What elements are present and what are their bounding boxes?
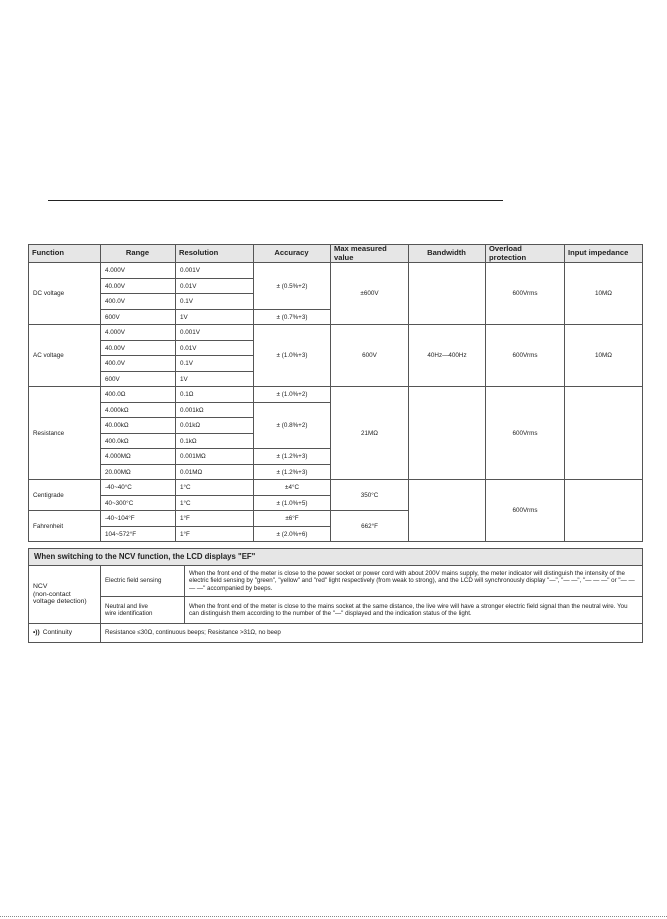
resolution-cell: 0.01V xyxy=(176,278,254,294)
resolution-cell: 0.001MΩ xyxy=(176,449,254,465)
resolution-cell: 0.01V xyxy=(176,340,254,356)
table-row xyxy=(29,325,643,341)
accuracy-cell: ± (1.0%+3) xyxy=(254,325,331,387)
resolution-cell: 1°C xyxy=(176,480,254,496)
accuracy-cell: ±4°C xyxy=(254,480,331,496)
accuracy-cell: ± (0.5%+2) xyxy=(254,263,331,310)
resolution-cell: 0.001kΩ xyxy=(176,402,254,418)
table-header-row xyxy=(29,245,643,263)
resolution-cell: 0.1kΩ xyxy=(176,433,254,449)
impedance-cell: 10MΩ xyxy=(565,325,643,387)
resolution-cell: 0.1V xyxy=(176,294,254,310)
header-accuracy: Accuracy xyxy=(254,245,331,263)
header-max-value: Max measured value xyxy=(331,245,409,263)
max-value-cell: 662°F xyxy=(331,511,409,542)
accuracy-cell: ± (1.2%+3) xyxy=(254,464,331,480)
ncv-header-row xyxy=(29,549,643,566)
header-bandwidth: Bandwidth xyxy=(409,245,486,263)
range-cell: 104~572°F xyxy=(101,526,176,542)
resolution-cell: 0.001V xyxy=(176,325,254,341)
range-cell: -40~40°C xyxy=(101,480,176,496)
header-range: Range xyxy=(101,245,176,263)
max-value-cell: ±600V xyxy=(331,263,409,325)
ncv-description-2: When the front end of the meter is close to the mains socket at the same distance, the live wire will have a stronger electric field signal than the neutral wire. You can distinguish them according to the number of the "—" displayed and the indication status of the light. xyxy=(185,597,643,624)
range-cell: 40~300°C xyxy=(101,495,176,511)
max-value-cell: 350°C xyxy=(331,480,409,511)
range-cell: -40~104°F xyxy=(101,511,176,527)
resolution-cell: 1°F xyxy=(176,511,254,527)
table-row xyxy=(29,480,643,496)
function-centigrade: Centigrade xyxy=(29,480,101,511)
resolution-cell: 0.01kΩ xyxy=(176,418,254,434)
bandwidth-cell xyxy=(409,387,486,480)
header-function: Function xyxy=(29,245,101,263)
resolution-cell: 1V xyxy=(176,309,254,325)
ncv-sub-neutral-live: Neutral and live wire identification xyxy=(101,597,185,624)
function-resistance: Resistance xyxy=(29,387,101,480)
table-row xyxy=(29,263,643,279)
bandwidth-cell xyxy=(409,263,486,325)
function-ac-voltage: AC voltage xyxy=(29,325,101,387)
resolution-cell: 0.001V xyxy=(176,263,254,279)
continuity-description: Resistance ≤30Ω, continuous beeps; Resistance >31Ω, no beep xyxy=(101,624,643,643)
max-value-cell: 600V xyxy=(331,325,409,387)
title-underline xyxy=(48,200,503,201)
resolution-cell: 1V xyxy=(176,371,254,387)
ncv-sub-electric-field: Electric field sensing xyxy=(101,566,185,597)
accuracy-cell: ± (0.8%+2) xyxy=(254,402,331,449)
accuracy-cell: ± (1.0%+2) xyxy=(254,387,331,403)
bandwidth-cell: 40Hz—400Hz xyxy=(409,325,486,387)
accuracy-cell: ± (2.0%+6) xyxy=(254,526,331,542)
bottom-dotted-border xyxy=(0,916,667,917)
range-cell: 40.00V xyxy=(101,340,176,356)
header-overload: Overload protection xyxy=(486,245,565,263)
ncv-table xyxy=(28,548,643,643)
header-resolution: Resolution xyxy=(176,245,254,263)
function-dc-voltage: DC voltage xyxy=(29,263,101,325)
continuity-beep-icon: •)) xyxy=(33,629,40,637)
range-cell: 40.00V xyxy=(101,278,176,294)
impedance-cell xyxy=(565,387,643,480)
range-cell: 4.000MΩ xyxy=(101,449,176,465)
range-cell: 400.0kΩ xyxy=(101,433,176,449)
overload-cell: 600Vrms xyxy=(486,325,565,387)
impedance-cell: 10MΩ xyxy=(565,263,643,325)
specification-table xyxy=(28,244,643,542)
resolution-cell: 1°F xyxy=(176,526,254,542)
overload-cell: 600Vrms xyxy=(486,263,565,325)
ncv-label: NCV (non-contact voltage detection) xyxy=(29,566,101,624)
continuity-label: Continuity xyxy=(42,629,73,637)
range-cell: 4.000V xyxy=(101,325,176,341)
range-cell: 400.0Ω xyxy=(101,387,176,403)
accuracy-cell: ±6°F xyxy=(254,511,331,527)
resolution-cell: 0.1Ω xyxy=(176,387,254,403)
table-row xyxy=(29,597,643,624)
accuracy-cell: ± (0.7%+3) xyxy=(254,309,331,325)
range-cell: 400.0V xyxy=(101,294,176,310)
overload-cell: 600Vrms xyxy=(486,480,565,542)
impedance-cell xyxy=(565,480,643,542)
table-row xyxy=(29,387,643,403)
resolution-cell: 1°C xyxy=(176,495,254,511)
header-impedance: Input impedance xyxy=(565,245,643,263)
range-cell: 4.000V xyxy=(101,263,176,279)
ncv-header: When switching to the NCV function, the LCD displays "EF" xyxy=(29,549,643,566)
resolution-cell: 0.01MΩ xyxy=(176,464,254,480)
range-cell: 40.00kΩ xyxy=(101,418,176,434)
table-row xyxy=(29,624,643,643)
bandwidth-cell xyxy=(409,480,486,542)
range-cell: 4.000kΩ xyxy=(101,402,176,418)
range-cell: 400.0V xyxy=(101,356,176,372)
range-cell: 20.00MΩ xyxy=(101,464,176,480)
range-cell: 600V xyxy=(101,309,176,325)
overload-cell: 600Vrms xyxy=(486,387,565,480)
ncv-description-1: When the front end of the meter is close to the power socket or power cord with about 200V mains supply, the meter indicator will distinguish the intensity of the electric field sensing by "green", "yellow" and "red" light respectively (from weak to strong), and the LCD will synchronously display "—", "— —", "— — —" or "— — — —" accompanied by beeps. xyxy=(185,566,643,597)
max-value-cell: 21MΩ xyxy=(331,387,409,480)
resolution-cell: 0.1V xyxy=(176,356,254,372)
accuracy-cell: ± (1.2%+3) xyxy=(254,449,331,465)
continuity-label-cell xyxy=(29,624,101,643)
range-cell: 600V xyxy=(101,371,176,387)
function-fahrenheit: Fahrenheit xyxy=(29,511,101,542)
table-row xyxy=(29,566,643,597)
accuracy-cell: ± (1.0%+5) xyxy=(254,495,331,511)
